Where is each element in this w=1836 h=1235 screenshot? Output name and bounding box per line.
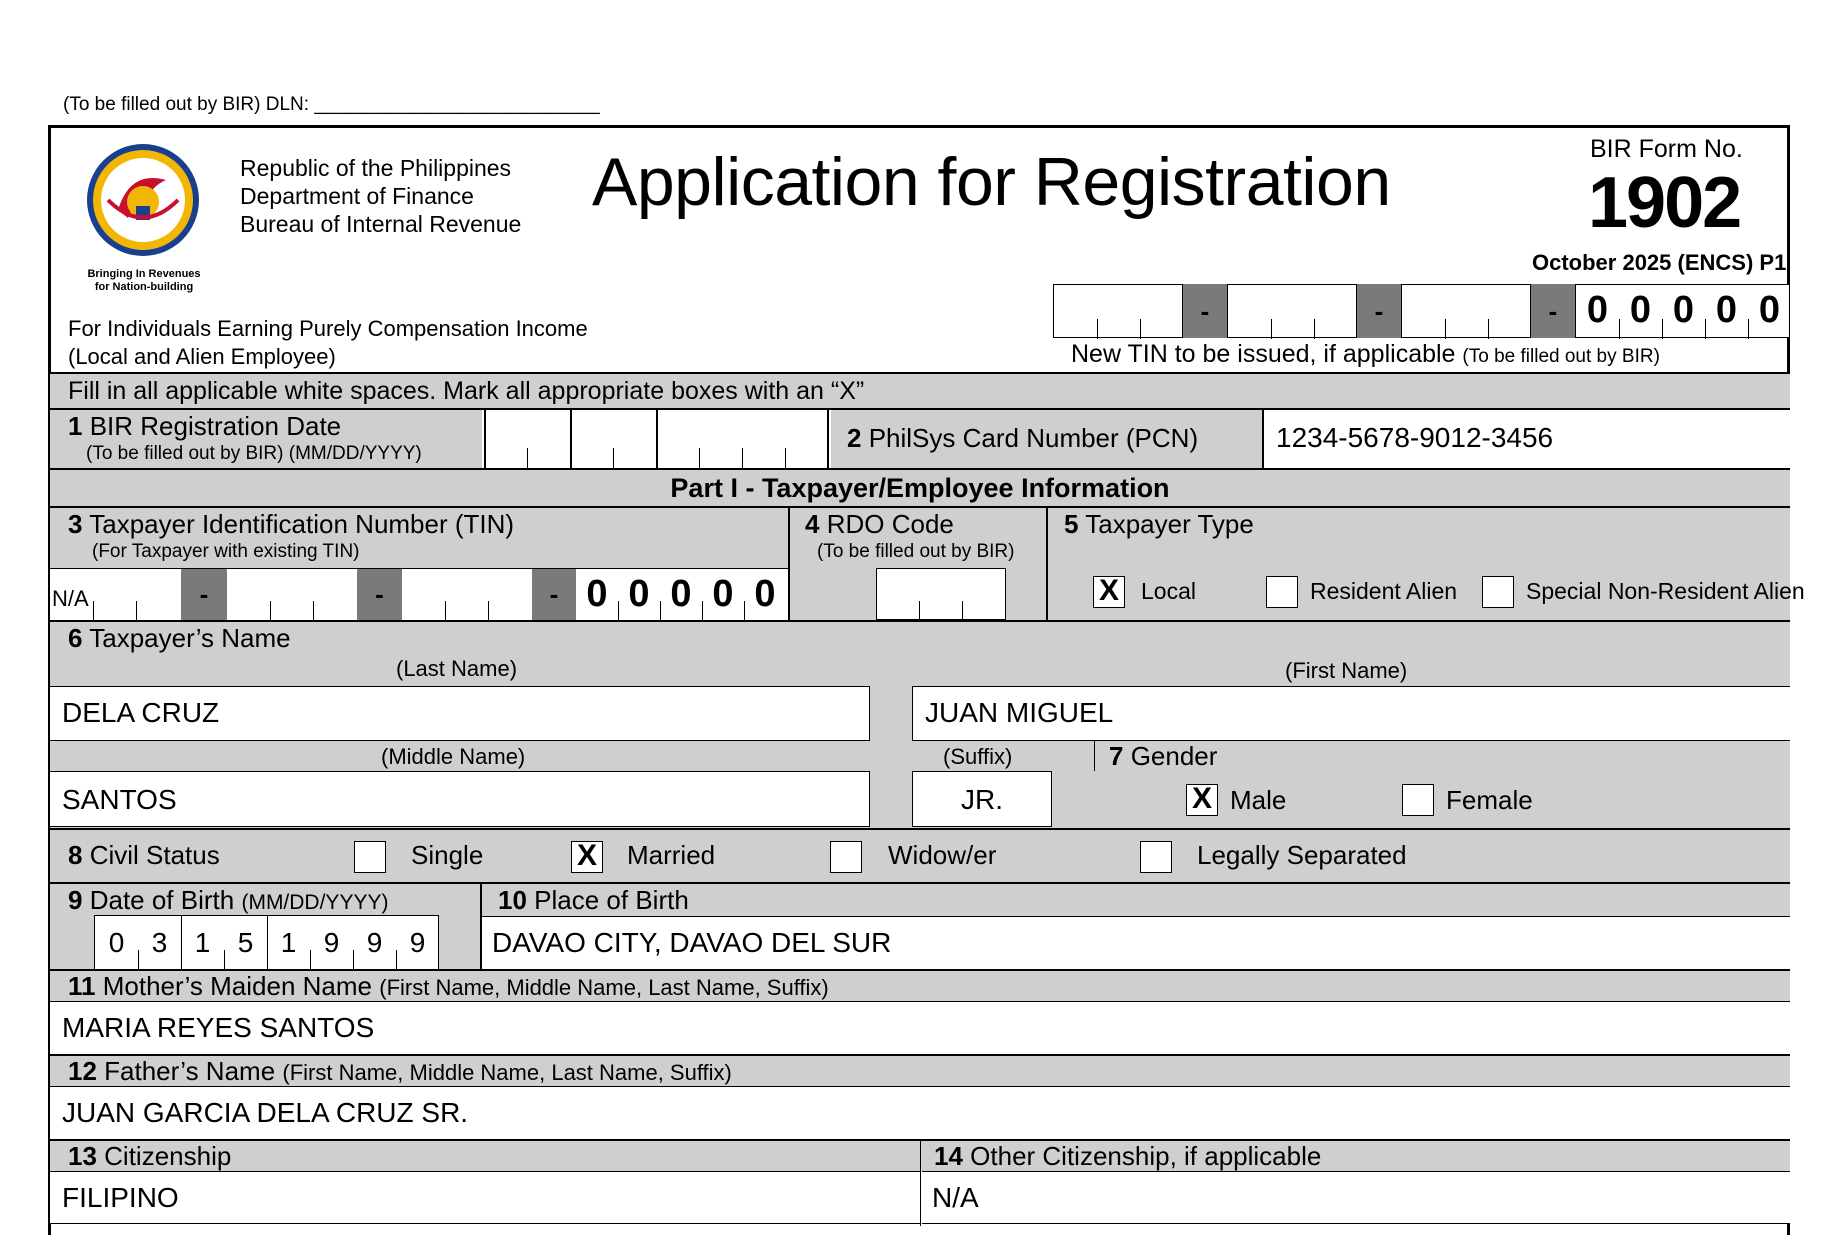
tin-value: N/A	[52, 586, 89, 611]
civil-status-married-mark: X	[576, 839, 597, 872]
new-tin-branch-digit: 0	[1758, 289, 1781, 331]
field-12-label: Father’s Name	[104, 1056, 276, 1086]
taxpayer-type-resident-alien-checkbox[interactable]	[1266, 576, 1298, 608]
middle-name-value: SANTOS	[62, 784, 177, 815]
dob-digit: 1	[194, 927, 211, 958]
place-of-birth-value: DAVAO CITY, DAVAO DEL SUR	[492, 927, 892, 958]
tin-dash-2: -	[357, 569, 402, 620]
dob-digit: 9	[409, 927, 426, 958]
new-tin-branch-digit: 0	[1629, 289, 1652, 331]
instructions-text: Fill in all applicable white spaces. Mark all appropriate boxes with an “X”	[68, 377, 865, 405]
tin-dash-1: -	[181, 569, 227, 620]
taxpayer-type-special-nonresident-checkbox[interactable]	[1482, 576, 1514, 608]
field-10-label: Place of Birth	[534, 885, 689, 915]
taxpayer-type-local-mark: X	[1098, 574, 1119, 607]
field-1-label: BIR Registration Date	[89, 411, 342, 441]
rdo-code-input[interactable]	[876, 568, 1006, 620]
form-version: October 2025 (ENCS) P1	[1532, 250, 1787, 275]
field-8-cell	[50, 830, 1790, 882]
field-5-cell	[1048, 508, 1805, 620]
agency-line-1: Republic of the Philippines	[240, 155, 512, 181]
dob-digit: 1	[280, 927, 297, 958]
civil-status-married-label: Married	[627, 840, 716, 870]
field-3-number: 3	[68, 509, 83, 539]
field-9-format: (MM/DD/YYYY)	[241, 891, 389, 914]
field-3-label-cell	[50, 508, 788, 568]
new-tin-segment-2[interactable]	[1227, 284, 1357, 338]
taxpayer-type-local-checkbox[interactable]	[1093, 576, 1125, 608]
tin-field[interactable]	[50, 569, 788, 620]
new-tin-dash-1: -	[1183, 284, 1227, 338]
other-citizenship-input[interactable]	[922, 1171, 1790, 1224]
field-11-number: 11	[68, 971, 96, 1001]
fathers-name-value: JUAN GARCIA DELA CRUZ SR.	[62, 1097, 469, 1128]
field-8-label: Civil Status	[89, 840, 220, 870]
suffix-value: JR.	[961, 784, 1003, 815]
subtitle-line-1: For Individuals Earning Purely Compensation Income	[68, 316, 588, 341]
agency-line-3: Bureau of Internal Revenue	[240, 211, 522, 237]
field-12-number: 12	[68, 1056, 97, 1086]
dob-digit: 0	[108, 927, 125, 958]
field-6-label-cell	[50, 622, 1790, 686]
citizenship-value: FILIPINO	[62, 1182, 179, 1213]
part-1-header	[50, 470, 1790, 506]
new-tin-branch-digit: 0	[1586, 289, 1609, 331]
form-number: 1902	[1588, 163, 1741, 243]
field-12-note: (First Name, Middle Name, Last Name, Suffix)	[282, 1060, 732, 1085]
new-tin-branch-digit: 0	[1715, 289, 1738, 331]
field-1-number: 1	[68, 411, 83, 441]
seal-caption-2: for Nation-building	[94, 281, 194, 293]
civil-status-married-checkbox[interactable]	[571, 841, 603, 873]
civil-status-widow-label: Widow/er	[888, 840, 997, 870]
field-1-label-cell	[50, 410, 482, 468]
new-tin-field[interactable]	[1053, 284, 1790, 338]
new-tin-label	[1071, 340, 1660, 369]
page-title: Application for Registration	[592, 144, 1391, 220]
field-13-number: 13	[68, 1141, 97, 1171]
field-5-number: 5	[1064, 509, 1079, 539]
field-6-number: 6	[68, 623, 83, 653]
mothers-maiden-name-input[interactable]	[50, 1001, 1790, 1054]
taxpayer-type-resident-alien-label: Resident Alien	[1310, 578, 1458, 604]
instructions-bar	[50, 374, 1790, 408]
dob-digit: 9	[323, 927, 340, 958]
middle-name-label: (Middle Name)	[381, 744, 526, 769]
middle-name-input[interactable]	[50, 771, 870, 827]
tin-branch-code[interactable]	[576, 569, 788, 620]
field-2-label-cell	[831, 410, 1262, 468]
new-tin-segment-3[interactable]	[1401, 284, 1531, 338]
civil-status-single-label: Single	[411, 840, 484, 870]
last-name-label: (Last Name)	[396, 656, 518, 681]
taxpayer-type-special-nonresident-label: Special Non-Resident Alien	[1526, 578, 1805, 604]
field-2-label: PhilSys Card Number (PCN)	[868, 423, 1199, 453]
new-tin-label-text: New TIN to be issued, if applicable	[1071, 340, 1456, 368]
subtitle-line-2: (Local and Alien Employee)	[68, 344, 336, 369]
last-name-input[interactable]	[50, 686, 870, 741]
citizenship-input[interactable]	[50, 1171, 920, 1224]
dob-digit: 5	[237, 927, 254, 958]
tin-branch-digit: 0	[754, 573, 776, 615]
bir-seal	[78, 140, 208, 260]
field-11-label: Mother’s Maiden Name	[102, 971, 373, 1001]
other-citizenship-value: N/A	[932, 1182, 979, 1213]
new-tin-dash-2: -	[1357, 284, 1401, 338]
first-name-label: (First Name)	[1285, 658, 1408, 683]
field-1-note: (To be filled out by BIR) (MM/DD/YYYY)	[86, 443, 422, 464]
tin-dash-3: -	[532, 569, 576, 620]
fathers-name-input[interactable]	[50, 1086, 1790, 1139]
field-7-number: 7	[1109, 741, 1124, 771]
field-14-label: Other Citizenship, if applicable	[970, 1141, 1322, 1171]
tin-segment-2[interactable]	[227, 569, 357, 620]
field-13-label: Citizenship	[104, 1141, 232, 1171]
civil-status-separated-label: Legally Separated	[1197, 840, 1407, 870]
last-name-value: DELA CRUZ	[62, 697, 220, 728]
gender-female-checkbox[interactable]	[1402, 784, 1434, 816]
field-4-label: RDO Code	[826, 509, 954, 539]
field-1-date-input[interactable]	[484, 410, 829, 468]
dob-digit: 9	[366, 927, 383, 958]
agency-line-2: Department of Finance	[240, 183, 474, 209]
civil-status-separated-checkbox[interactable]	[1140, 841, 1172, 873]
field-9-number: 9	[68, 885, 83, 915]
civil-status-widow-checkbox[interactable]	[830, 841, 862, 873]
tin-branch-digit: 0	[670, 573, 692, 615]
new-tin-dash-3: -	[1531, 284, 1575, 338]
field-7-label: Gender	[1130, 741, 1218, 771]
tin-branch-digit: 0	[712, 573, 734, 615]
field-10-number: 10	[498, 885, 527, 915]
new-tin-branch-digit: 0	[1672, 289, 1695, 331]
field-2-number: 2	[847, 423, 862, 453]
field-12-label-cell	[50, 1056, 1790, 1086]
tin-segment-3[interactable]	[402, 569, 532, 620]
dob-digit: 3	[151, 927, 168, 958]
field-3-label: Taxpayer Identification Number (TIN)	[89, 509, 515, 539]
first-name-value: JUAN MIGUEL	[925, 697, 1114, 728]
tin-branch-digit: 0	[586, 573, 608, 615]
new-tin-note: (To be filled out by BIR)	[1462, 346, 1660, 367]
suffix-input[interactable]	[912, 771, 1052, 827]
tin-segment-1[interactable]	[50, 569, 181, 620]
field-10-label-cell	[482, 884, 1790, 916]
part-1-title: Part I - Taxpayer/Employee Information	[670, 473, 1170, 503]
pcn-input[interactable]	[1264, 410, 1790, 468]
field-14-number: 14	[934, 1141, 963, 1171]
field-11-label-cell	[50, 971, 1790, 1001]
new-tin-branch-code[interactable]	[1575, 284, 1790, 338]
taxpayer-type-local-label: Local	[1141, 578, 1196, 604]
gender-female-label: Female	[1446, 785, 1533, 815]
gender-male-mark: X	[1191, 782, 1212, 815]
field-11-note: (First Name, Middle Name, Last Name, Suffix)	[379, 975, 829, 1000]
field-9-label: Date of Birth	[89, 885, 235, 915]
gender-male-label: Male	[1230, 785, 1287, 815]
middle-suffix-label-row	[50, 741, 1790, 771]
field-3-note: (For Taxpayer with existing TIN)	[92, 541, 360, 562]
field-8-number: 8	[68, 840, 83, 870]
gender-male-checkbox[interactable]	[1186, 784, 1218, 816]
mothers-maiden-name-value: MARIA REYES SANTOS	[62, 1012, 375, 1043]
place-of-birth-input[interactable]	[482, 916, 1790, 969]
civil-status-single-checkbox[interactable]	[354, 841, 386, 873]
tin-branch-digit: 0	[628, 573, 650, 615]
new-tin-segment-1[interactable]	[1053, 284, 1183, 338]
date-of-birth-input[interactable]	[94, 915, 439, 969]
form-label: BIR Form No.	[1590, 135, 1743, 163]
first-name-input[interactable]	[912, 686, 1790, 741]
field-6-label: Taxpayer’s Name	[89, 623, 291, 653]
suffix-label: (Suffix)	[943, 744, 1013, 769]
dln-label: (To be filled out by BIR) DLN: ___________________________	[63, 94, 600, 115]
field-5-label: Taxpayer Type	[1085, 509, 1254, 539]
pcn-value: 1234-5678-9012-3456	[1276, 422, 1554, 453]
field-4-note: (To be filled out by BIR)	[817, 541, 1015, 562]
seal-caption-1: Bringing In Revenues	[87, 268, 201, 280]
field-4-number: 4	[805, 509, 820, 539]
